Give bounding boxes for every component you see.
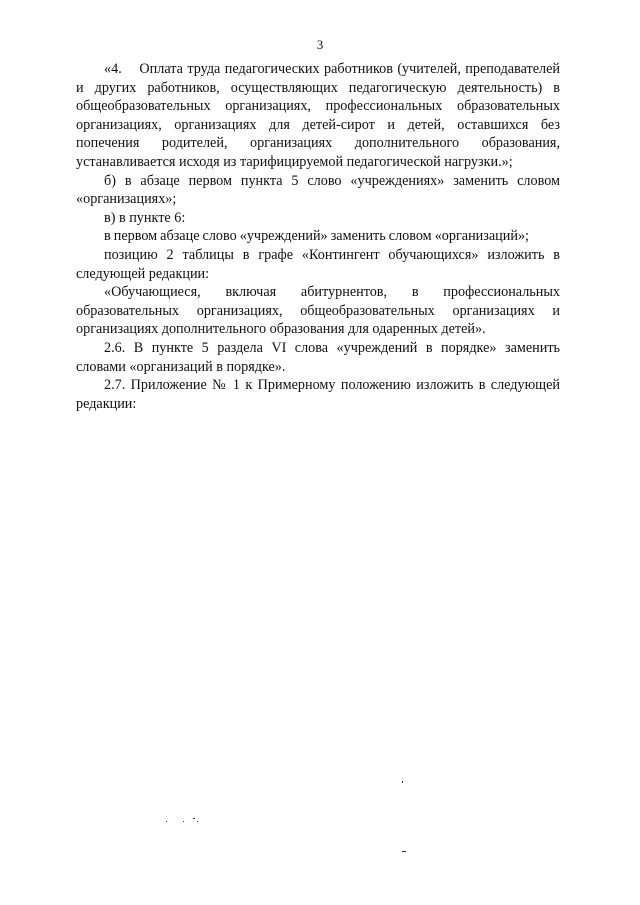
paragraph-2-6: 2.6. В пункте 5 раздела VI слова «учреждений в порядке» заменить словами «организаций в порядке». [76,339,560,375]
scan-speck [197,821,198,822]
scan-speck [183,821,184,822]
paragraph-item-b: б) в абзаце первом пункта 5 слово «учреждениях» заменить словом «организациях»; [76,172,560,208]
scan-speck [166,821,167,822]
paragraph-first-abzac: в первом абзаце слово «учреждений» заменить словом «организаций»; [104,228,529,245]
paragraph-2-7: 2.7. Приложение № 1 к Примерному положению изложить в следующей редакции: [76,377,560,412]
paragraph-item-4-payment: «4. Оплата труда педагогических работников (учителей, преподавателей и других работников, осуществляющих педагогическую деятельность) в общеобразовательных организациях, профессиональных образовательных организациях, организациях для детей-сирот и детей, оставшихся без попечения родителей, организациях дополнительного образования, устанавливается исходя из тарифицируемой педагогической нагрузки.»; [76,61,560,170]
paragraph-students-quote: «Обучающиеся, включая абитурнентов, в профессиональных образовательных организациях, общеобразовательных организациях и организациях дополнительного образования для одаренных детей». [76,284,560,338]
scan-speck [402,781,403,783]
scan-speck [193,818,195,819]
scan-speck [402,851,406,852]
document-body [76,60,560,413]
page-number: 3 [316,37,324,52]
paragraph-item-v: в) в пункте 6: [104,209,186,226]
paragraph-table-position: позицию 2 таблицы в графе «Контингент обучающихся» изложить в следующей редакции: [76,246,560,282]
